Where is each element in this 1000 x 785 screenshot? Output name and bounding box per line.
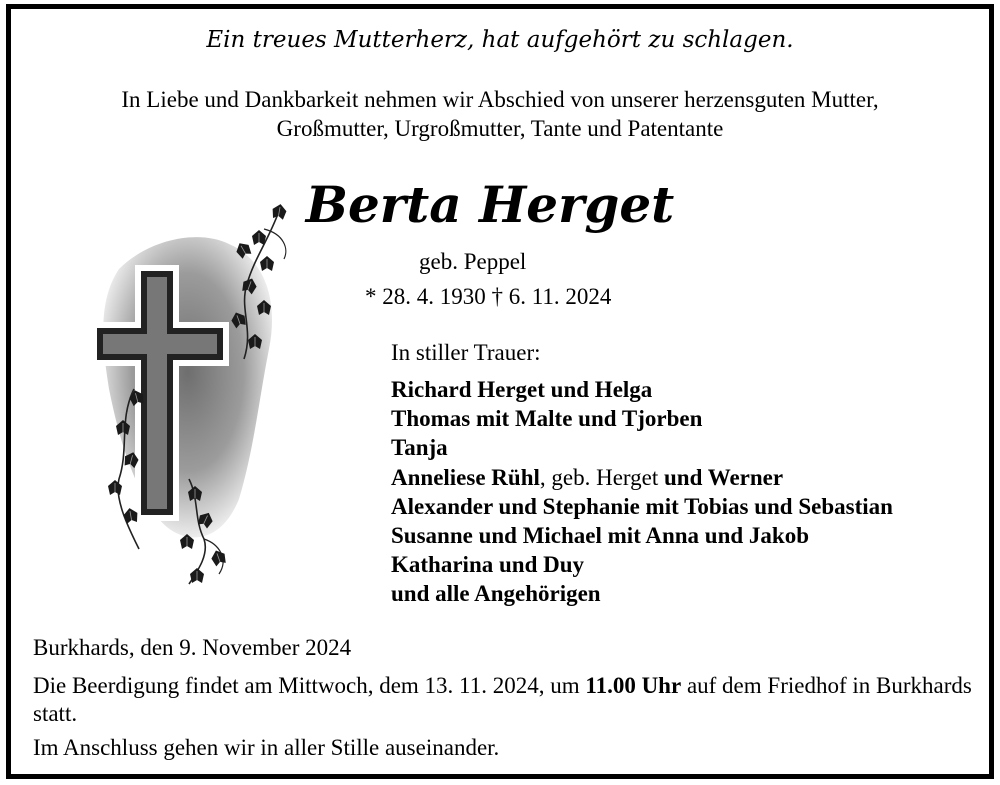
mourner-line: Alexander und Stephanie mit Tobias und Sebastian — [391, 493, 893, 519]
life-dates: * 28. 4. 1930 † 6. 11. 2024 — [365, 284, 612, 309]
mourner-partner: und Werner — [664, 464, 784, 490]
mourner-line: Susanne und Michael mit Anna und Jakob — [391, 523, 809, 549]
intro-line-2: Großmutter, Urgroßmutter, Tante und Patentante — [276, 116, 724, 141]
mourner-line: und alle Angehörigen — [391, 581, 601, 607]
deceased-name: Berta Herget — [305, 175, 675, 234]
mourner-name: Anneliese Rühl — [391, 464, 540, 490]
funeral-text-post: auf dem Friedhof in Burkhards statt. — [33, 673, 972, 726]
cross-illustration — [79, 199, 294, 599]
intro-text — [11, 85, 989, 143]
mourner-birth-name: , geb. Herget — [539, 464, 665, 490]
funeral-info — [33, 672, 973, 728]
mourner-line: Thomas mit Malte und Tjorben — [391, 406, 703, 432]
intro-line-1: In Liebe und Dankbarkeit nehmen wir Abschied von unserer herzensguten Mutter, — [121, 87, 879, 112]
closing-text: Im Anschluss gehen wir in aller Stille auseinander. — [33, 735, 500, 760]
obituary-notice — [6, 4, 994, 779]
mourners-list — [391, 375, 893, 609]
funeral-text-pre: Die Beerdigung findet am Mittwoch, dem 13. 11. 2024, um — [33, 673, 586, 698]
mourner-line — [391, 463, 893, 492]
cross-with-ivy-icon — [79, 199, 294, 604]
birth-name: geb. Peppel — [419, 249, 527, 274]
place-and-date: Burkhards, den 9. November 2024 — [33, 635, 352, 660]
mourner-line: Richard Herget und Helga — [391, 377, 653, 402]
mourners-label: In stiller Trauer: — [391, 340, 541, 365]
funeral-time: 11.00 Uhr — [585, 673, 682, 698]
mourner-line: Tanja — [391, 435, 448, 461]
motto: Ein treues Mutterherz, hat aufgehört zu schlagen. — [206, 27, 794, 53]
mourner-line: Katharina und Duy — [391, 552, 585, 578]
